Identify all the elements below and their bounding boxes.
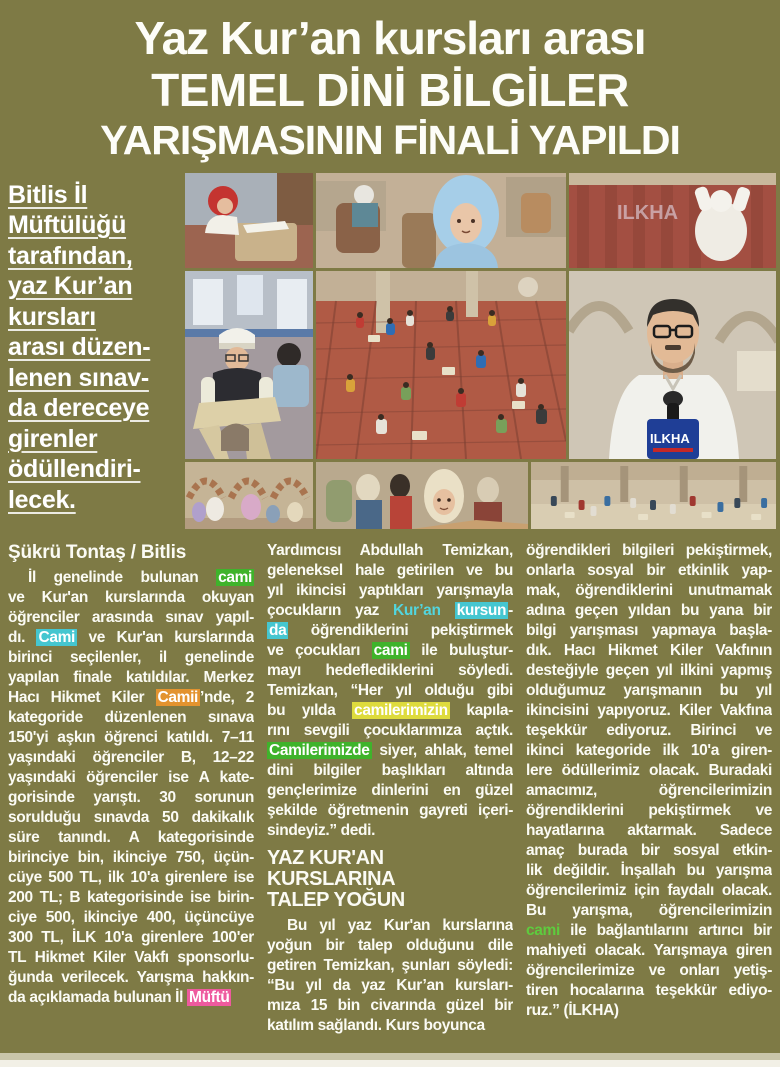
text-run: gençlerimize dinlerini en güzel	[267, 781, 513, 799]
text-run: öğrendiklerini pekiştirmek ve	[526, 801, 772, 819]
article-line	[8, 968, 254, 988]
highlighted-text: da	[269, 621, 287, 639]
lead-band	[8, 173, 776, 529]
article-line	[267, 541, 513, 561]
article-line	[8, 608, 254, 628]
article-line	[267, 1016, 513, 1036]
text-run: Temizkan, “Her yıl olduğu gibi	[267, 681, 513, 699]
ilkha-watermark: ILKHA	[617, 201, 679, 224]
article-line	[526, 821, 772, 841]
text-run: Bu yarışma, öğrencilerimizin	[526, 901, 772, 919]
photo-mosque-hall-exam	[316, 271, 566, 459]
text-run: geleneksel hale getirilen ve bu	[267, 561, 513, 579]
text-run: 300 TL, İLK 10'a girenlere 100'er	[8, 928, 254, 946]
lead-summary-text: yaz Kur’an	[8, 272, 133, 301]
photo-girl-red-headscarf-writing	[185, 173, 313, 268]
lead-summary-text: tarafından,	[8, 241, 133, 270]
highlighted-text: cami	[373, 641, 408, 659]
byline: Şükrü Tontaş / Bitlis	[8, 541, 187, 563]
article-line	[526, 981, 772, 1001]
article-line	[267, 956, 513, 976]
lead-summary-line	[8, 180, 181, 211]
article-line	[267, 916, 513, 936]
ilkha-mic-label: ILKHA	[650, 430, 690, 446]
text-run: Bu yıl yaz Kur'an kurslarına	[287, 916, 513, 934]
text-run: yoğun bir talep olduğunu dile	[267, 936, 513, 954]
article-line	[526, 741, 772, 761]
article-line	[8, 568, 254, 588]
bottom-strip-olive	[0, 1053, 780, 1060]
article-line	[8, 708, 254, 728]
text-run: ve Kur'an kurslarında	[77, 628, 254, 646]
lead-summary-text: Müftülüğü	[8, 211, 127, 240]
text-run: süre tanındı. A kategorisinde	[8, 828, 254, 846]
text-run: mahiyeti olacak. Yarışmaya giren	[526, 941, 772, 959]
lead-summary-line	[8, 424, 181, 455]
article-line	[267, 601, 513, 621]
article-line	[526, 901, 772, 921]
text-run: bilgi yarışması yapmaya başla-	[526, 621, 772, 639]
photo-collage	[185, 173, 776, 529]
photo-girl-blue-headscarf	[316, 173, 566, 268]
article-line	[526, 721, 772, 741]
article-line	[8, 948, 254, 968]
text-run: yaşındaki öğrenciler ise A kate-	[8, 768, 254, 786]
text-run: ruz.” (İLKHA)	[526, 1001, 619, 1019]
article-line	[526, 861, 772, 881]
lead-summary-line	[8, 363, 181, 394]
lead-summary-text: arası düzen-	[8, 333, 151, 362]
text-run: 200 TL; B kategorisinde ise birin-	[8, 888, 254, 906]
text-run: hayatlarına aktarmak. Sadece	[526, 821, 772, 839]
text-run: ’nde, 2	[200, 688, 254, 706]
text-run: ve Kur'an kurslarında okuyan	[8, 588, 254, 606]
article-line	[267, 741, 513, 761]
highlighted-text: Camii	[157, 688, 198, 706]
article-line	[526, 941, 772, 961]
highlighted-text: Kur’an	[393, 601, 441, 619]
text-run: TL Hikmet Kiler Vakfı sponsorlu-	[8, 948, 254, 966]
highlighted-text: camilerimizin	[354, 701, 448, 719]
article-line	[267, 781, 513, 801]
article-line	[526, 1001, 772, 1021]
text-run: kategoride düzenlenen sınava	[8, 708, 254, 726]
text-run: “Bu yıl da yaz Kur’an kursları-	[267, 976, 513, 994]
article-body	[0, 529, 780, 1036]
lead-summary-line	[8, 210, 181, 241]
article-line	[8, 888, 254, 908]
lead-summary-text: da dereceye	[8, 394, 150, 423]
text-run: İl genelinde bulunan	[28, 568, 217, 586]
article-line	[8, 588, 254, 608]
text-run: Hacı Hikmet Kiler	[8, 688, 156, 706]
text-run: ikinci kategoride ilk 10'a giren-	[526, 741, 772, 759]
photo-illustration	[569, 173, 776, 268]
text-run: Yardımcısı Abdullah Temizkan,	[267, 541, 513, 559]
article-line	[526, 761, 772, 781]
article-line	[267, 581, 513, 601]
article-line	[267, 561, 513, 581]
page-bottom-edge	[0, 1053, 780, 1067]
text-run: mayı hedeflediklerini söyledi.	[267, 661, 513, 679]
text-run: mıza 15 bin civarında güzel bir	[267, 996, 513, 1014]
text-run: -	[508, 601, 513, 619]
section-subhead-line: YAZ KUR'AN KURSLARINA	[267, 846, 396, 890]
article-line	[8, 628, 254, 648]
article-line	[526, 621, 772, 641]
photo-child-on-prayer-rug	[569, 173, 776, 268]
text-run: birinci seçilenler, il genelinde	[8, 648, 254, 666]
text-run: dık. Hacı Hikmet Kiler Vakfının	[526, 641, 772, 659]
article-line	[8, 808, 254, 828]
photo-illustration	[185, 462, 313, 529]
text-run: dini bilgiler başlıkları altında	[267, 761, 513, 779]
text-run: getiren Temizkan, şunları söyledi:	[267, 956, 513, 974]
article-line	[8, 828, 254, 848]
text-run: sindeyiz.” dedi.	[267, 821, 376, 839]
headline	[0, 0, 780, 164]
text-run: siyer, ahlak, temel	[371, 741, 513, 759]
photo-boy-white-cap-lectern	[185, 271, 313, 459]
article-line	[267, 761, 513, 781]
text-run: ve çocukları	[267, 641, 372, 659]
article-line	[526, 801, 772, 821]
highlighted-text: Cami	[38, 628, 75, 646]
text-run: öğrencilerimize ve onları yetiş-	[526, 961, 772, 979]
photo-girl-cream-headscarf	[316, 462, 528, 529]
article-line	[267, 621, 513, 641]
text-run: şekilde öğretmenin gayreti içeri-	[267, 801, 513, 819]
article-line	[526, 561, 772, 581]
lead-summary-line	[8, 393, 181, 424]
text-run: yıl ikincisi yaptıkları yarışmayla	[267, 581, 513, 599]
article-line	[526, 781, 772, 801]
text-run: adına geçen yıldan bu yana bir	[526, 601, 772, 619]
text-run: öğrencilerimiz için faydalı olacak.	[526, 881, 772, 899]
text-run: öğrendikleri bilgileri pekiştirmek,	[526, 541, 772, 559]
text-run: lere ödüllerimiz olacak. Buradaki	[526, 761, 772, 779]
lead-summary-text: girenler	[8, 424, 98, 453]
text-run: kapıla-	[449, 701, 513, 719]
lead-summary-line	[8, 485, 181, 516]
text-run: yaşındaki öğrenciler B, 12–22	[8, 748, 254, 766]
article-line	[8, 768, 254, 788]
headline-line: Yaz Kur’an kursları arası	[134, 12, 646, 64]
text-run: katılım sağlandı. Kurs boyunca	[267, 1016, 485, 1034]
article-line	[8, 788, 254, 808]
lead-summary-line	[8, 271, 181, 302]
text-run: da açıklamada bulunan İl	[8, 988, 188, 1006]
article-line	[8, 688, 254, 708]
highlighted-text: cami	[526, 921, 560, 939]
article-line	[526, 701, 772, 721]
article-line	[526, 681, 772, 701]
section-subhead	[267, 848, 513, 911]
article-line	[526, 961, 772, 981]
section-subhead-line: TALEP YOĞUN	[267, 888, 405, 911]
bottom-strip-light	[0, 1060, 780, 1067]
article-line	[526, 641, 772, 661]
text-run: mak, öğrendiklerini unutmamak	[526, 581, 772, 599]
article-line	[8, 868, 254, 888]
text-run: amacımız, öğrencilerimizin	[526, 781, 772, 799]
article-line	[267, 641, 513, 661]
text-run: gorisinde yarıştı. 30 sorunun	[8, 788, 254, 806]
text-run: sorulduğu sınavda 50 dakikalık	[8, 808, 254, 826]
text-run: onlarla sosyal bir etkinlik yap-	[526, 561, 772, 579]
text-run: 150'yi aşkın öğrenci katıldı. 7–11	[8, 728, 254, 746]
article-line	[8, 748, 254, 768]
text-run: ciye 500, ikinciye 400, üçüncüye	[8, 908, 254, 926]
article-line	[267, 821, 513, 841]
highlighted-text: Camilerimizde	[269, 741, 370, 759]
text-run: ikincisini yapıyoruz. Kiler Vakfına	[526, 701, 772, 719]
text-run: teşekkür ediyoruz. Birinci ve	[526, 721, 772, 739]
photo-mosque-hall-wide	[531, 462, 776, 529]
article-line	[267, 996, 513, 1016]
article-line	[526, 541, 772, 561]
article-line	[267, 701, 513, 721]
lead-summary-line	[8, 302, 181, 333]
photo-mosque-arches-group	[185, 462, 313, 529]
article-line	[8, 908, 254, 928]
photo-illustration	[185, 271, 313, 459]
article-line	[267, 661, 513, 681]
article-line	[526, 661, 772, 681]
photo-illustration	[569, 271, 776, 459]
text-run: öğrendiklerini pekiştirmek	[288, 621, 513, 639]
text-run: olduğumuz yarışmanın bu yıl	[526, 681, 772, 699]
text-run: tiren hocalarına teşekkür ediyo-	[526, 981, 772, 999]
lead-summary-text: Bitlis İl	[8, 180, 88, 209]
text-run: ile bağlantılarını artırıcı bir	[559, 921, 772, 939]
text-run: çocukların yaz	[267, 601, 393, 619]
article-line	[526, 581, 772, 601]
article-line	[267, 976, 513, 996]
article-line	[8, 668, 254, 688]
photo-official-ilkha-interview	[569, 271, 776, 459]
article-line	[8, 988, 254, 1008]
article-line	[267, 681, 513, 701]
photo-illustration	[185, 173, 313, 268]
lead-summary-line	[8, 454, 181, 485]
lead-summary-text: kursları	[8, 302, 96, 331]
article-line	[267, 936, 513, 956]
lead-summary-text: ödüllendiri-	[8, 455, 141, 484]
lead-summary-line	[8, 332, 181, 363]
text-run: rını sevgili çocuklarımıza açtık.	[267, 721, 513, 739]
highlighted-text: Müftü	[189, 988, 230, 1006]
article-line	[526, 881, 772, 901]
article-line	[8, 728, 254, 748]
highlighted-text: kursun	[456, 601, 507, 619]
highlighted-text: cami	[218, 568, 252, 586]
text-run: desteğiyle geçen yıl ilkini yapmış	[526, 661, 772, 679]
text-run: birinciye bin, ikinciye 750, üçün-	[8, 848, 254, 866]
article-line	[8, 928, 254, 948]
text-run: amaç burada bir sosyal etkin-	[526, 841, 772, 859]
text-run: ile buluştur-	[409, 641, 513, 659]
article-line	[267, 801, 513, 821]
article-line	[8, 848, 254, 868]
photo-illustration	[316, 462, 528, 529]
text-run: cüye 500 TL, ilk 10'a girenlere ise	[8, 868, 254, 886]
photo-illustration	[316, 271, 566, 459]
text-run: dı.	[8, 628, 37, 646]
article-column-3	[526, 541, 772, 1036]
lead-summary-text: lecek.	[8, 485, 76, 514]
headline-line: TEMEL DİNİ BİLGİLER	[151, 64, 629, 117]
article-line	[526, 601, 772, 621]
text-run: yapılan finale katıldılar. Merkez	[8, 668, 254, 686]
headline-line: YARIŞMASININ FİNALİ YAPILDI	[100, 116, 680, 163]
article-line	[526, 921, 772, 941]
article-column-1	[8, 541, 254, 1036]
text-run: öğrenciler arasında sınav yapıl-	[8, 608, 254, 626]
photo-illustration	[531, 462, 776, 529]
lead-summary-text: lenen sınav-	[8, 363, 149, 392]
article-line	[267, 721, 513, 741]
lead-summary-line	[8, 241, 181, 272]
lead-summary	[8, 173, 181, 529]
text-run: lik değildir. İnşallah bu yarışma	[526, 861, 772, 879]
photo-illustration	[316, 173, 566, 268]
text-run: ğunda verilecek. Yarışma hakkın-	[8, 968, 254, 986]
text-run	[441, 602, 455, 619]
article-line	[8, 648, 254, 668]
article-column-2	[267, 541, 513, 1036]
text-run: bu yılda	[267, 701, 353, 719]
article-line	[526, 841, 772, 861]
